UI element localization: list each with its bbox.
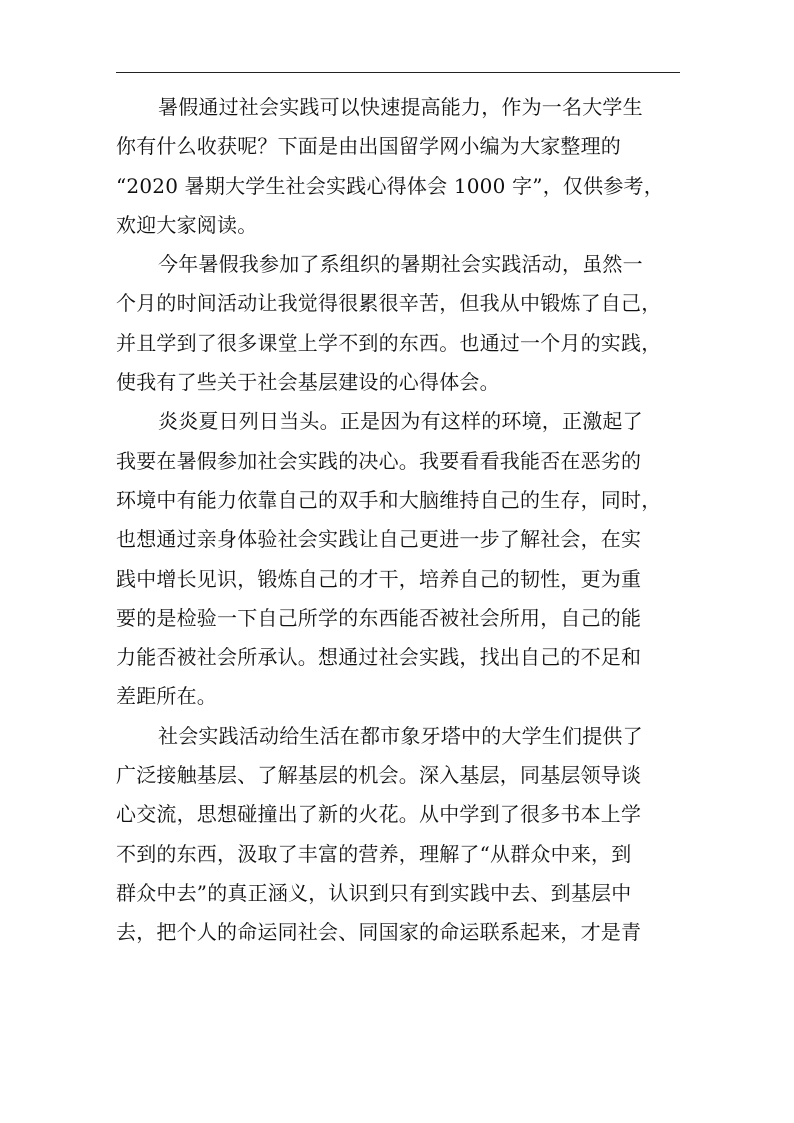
text-line: “2020 暑期大学生社会实践心得体会 1000 字”，仅供参考， bbox=[116, 173, 664, 198]
text-line: 你有什么收获呢？下面是由出国留学网小编为大家整理的 bbox=[116, 134, 621, 159]
text-line: 群众中去”的真正涵义，认识到只有到实践中去、到基层中 bbox=[116, 880, 632, 905]
text-line: 环境中有能力依靠自己的双手和大脑维持自己的生存，同时， bbox=[116, 487, 662, 512]
text-line: 我要在暑假参加社会实践的决心。我要看看我能否在恶劣的 bbox=[116, 448, 642, 473]
text-line: 不到的东西，汲取了丰富的营养，理解了“从群众中来，到 bbox=[116, 841, 632, 866]
text-line: 今年暑假我参加了系组织的暑期社会实践活动，虽然一 bbox=[158, 252, 643, 277]
paragraph-summer-practice bbox=[116, 245, 676, 402]
text-line: 社会实践活动给生活在都市象牙塔中的大学生们提供了 bbox=[158, 723, 643, 748]
text-line: 广泛接触基层、了解基层的机会。深入基层，同基层领导谈 bbox=[116, 763, 642, 788]
text-line: 欢迎大家阅读。 bbox=[116, 212, 258, 237]
text-line: 炎炎夏日列日当头。正是因为有这样的环境，正激起了 bbox=[158, 409, 643, 434]
text-line: 暑假通过社会实践可以快速提高能力，作为一名大学生 bbox=[158, 95, 643, 119]
document-body bbox=[116, 88, 676, 953]
text-line: 使我有了些关于社会基层建设的心得体会。 bbox=[116, 370, 500, 395]
text-line: 也想通过亲身体验社会实践让自己更进一步了解社会，在实 bbox=[116, 527, 642, 552]
text-line: 并且学到了很多课堂上学不到的东西。也通过一个月的实践， bbox=[116, 330, 662, 355]
text-line: 差距所在。 bbox=[116, 684, 217, 709]
text-line: 心交流，思想碰撞出了新的火花。从中学到了很多书本上学 bbox=[116, 802, 642, 827]
header-rule bbox=[116, 72, 680, 73]
text-line: 践中增长见识，锻炼自己的才干，培养自己的韧性，更为重 bbox=[116, 566, 642, 591]
text-line: 去，把个人的命运同社会、同国家的命运联系起来，才是青 bbox=[116, 920, 642, 945]
paragraph-motivation bbox=[116, 402, 676, 716]
text-line: 要的是检验一下自己所学的东西能否被社会所用，自己的能 bbox=[116, 605, 642, 630]
text-line: 力能否被社会所承认。想通过社会实践，找出自己的不足和 bbox=[116, 645, 642, 670]
text-line: 个月的时间活动让我觉得很累很辛苦，但我从中锻炼了自己， bbox=[116, 291, 662, 316]
paragraph-grassroots bbox=[116, 717, 676, 953]
paragraph-intro bbox=[116, 88, 676, 245]
